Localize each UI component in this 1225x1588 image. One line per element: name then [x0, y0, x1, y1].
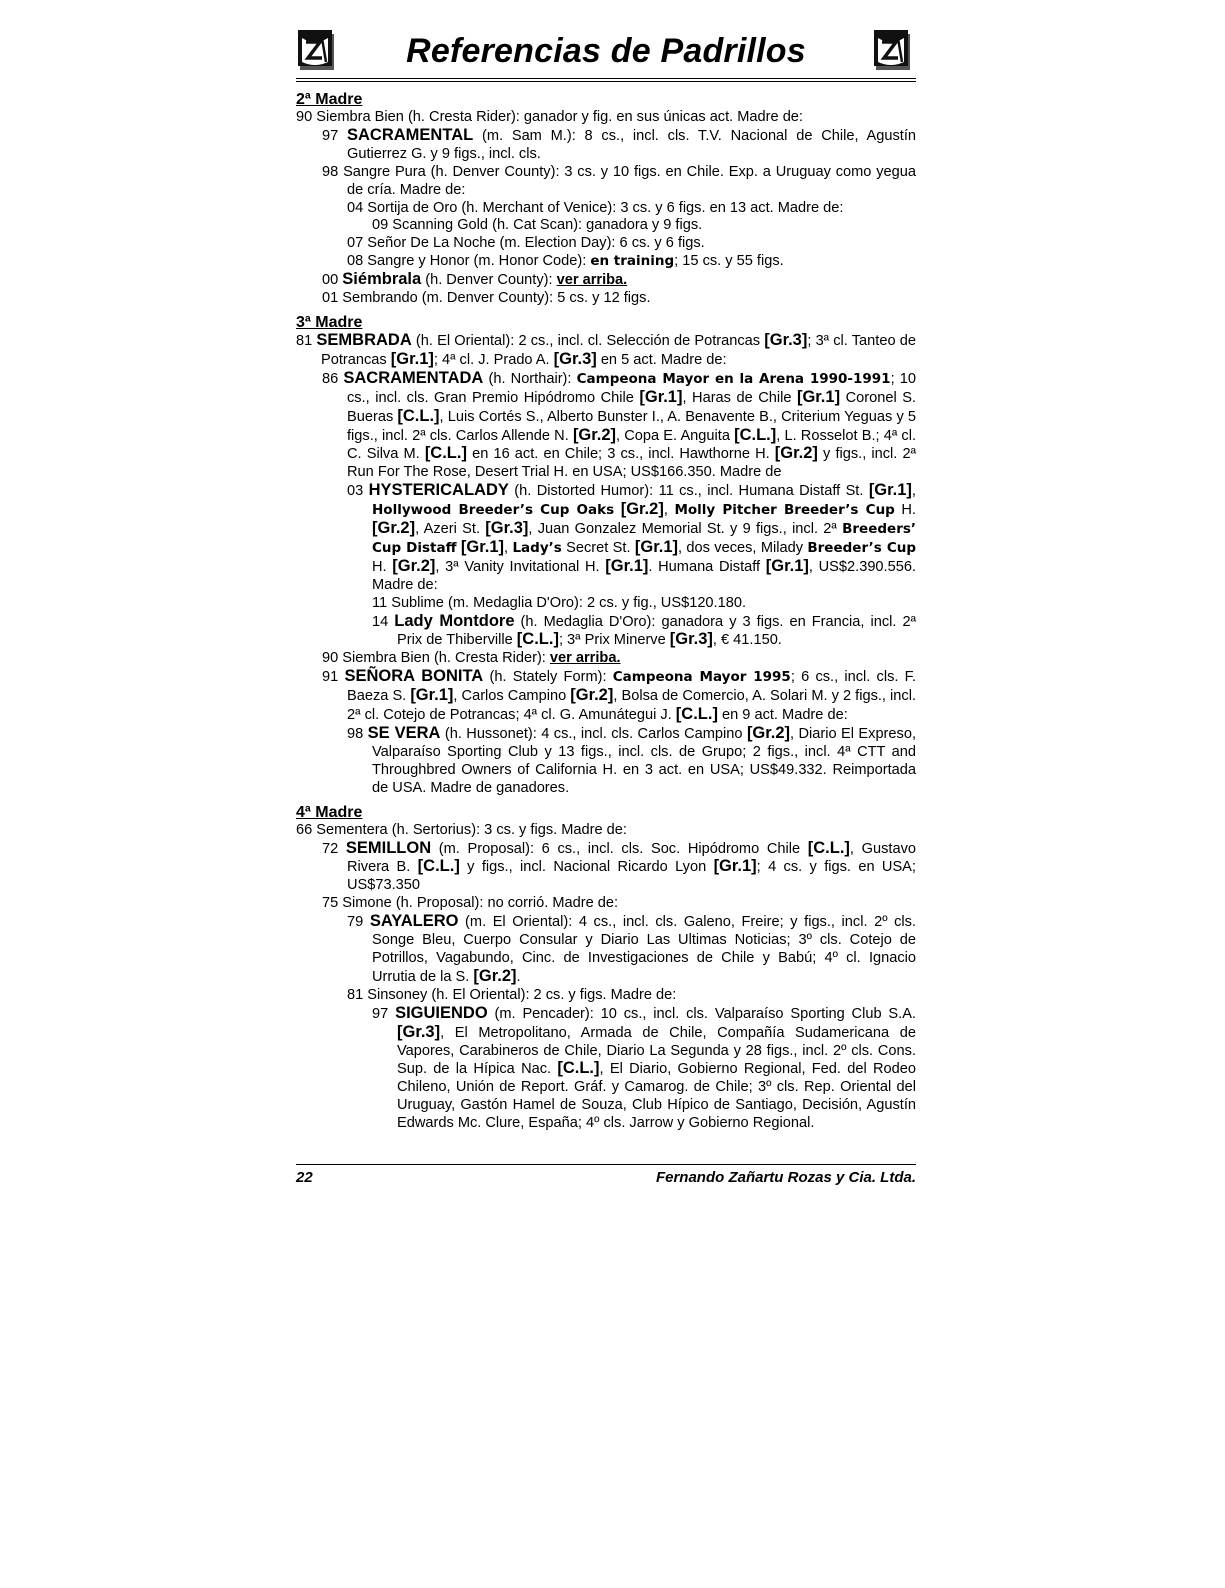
page-footer [296, 1164, 916, 1186]
pedigree-entry: 86 SACRAMENTADA (h. Northair): Campeona Mayor en la Arena 1990-1991; 10 cs., incl. cls. Gran Premio Hipódromo Chile [Gr.1], Haras de Chile [Gr.1] Coronel S. Bueras [C.L.], Luis Cortés S., Alberto Bunster I., A. Benavente B., Criterium Yeguas y 5 figs., incl. 2ª cls. Carlos Allende N. [Gr.2], Copa E. Anguita [C.L.], L. Rosselot B.; 4ª cl. C. Silva M. [C.L.] en 16 act. en Chile; 3 cs., incl. Hawthorne H. [Gr.2] y figs., incl. 2ª Run For The Rose, Desert Trial H. en USA; US$166.350. Madre de [322, 368, 917, 481]
pedigree-entry: 00 Siémbrala (h. Denver County): ver arriba. [322, 270, 628, 289]
pedigree-entry: 81 Sinsoney (h. El Oriental): 2 cs. y figs. Madre de: [347, 986, 677, 1003]
pedigree-entry: 79 SAYALERO (m. El Oriental): 4 cs., incl. cls. Galeno, Freire; y figs., incl. 2º cls. Songe Bleu, Cuerpo Consular y Diario Las Ultimas Noticias; 3º cls. Cotejo de Potrillos, Vagabundo, Cinc. de Investigaciones de Chile y Babú; 4º cl. Ignacio Urrutia de la S. [Gr.2]. [347, 912, 916, 985]
pedigree-entry: 04 Sortija de Oro (h. Merchant of Venice): 3 cs. y 6 figs. en 13 act. Madre de: [347, 199, 844, 216]
pedigree-entry: 07 Señor De La Noche (m. Election Day): 6 cs. y 6 figs. [347, 235, 705, 252]
section-heading: 4ª Madre [296, 803, 363, 821]
pedigree-entry: 75 Simone (h. Proposal): no corrió. Madre de: [322, 895, 619, 912]
pedigree-entry: 09 Scanning Gold (h. Cat Scan): ganadora y 9 figs. [372, 217, 703, 234]
pedigree-content [296, 91, 916, 1133]
page [296, 24, 916, 1133]
pedigree-entry: 72 SEMILLON (m. Proposal): 6 cs., incl. cls. Soc. Hipódromo Chile [C.L.], Gustavo Rivera B. [C.L.] y figs., incl. Nacional Ricardo Lyon [Gr.1]; 4 cs. y figs. en USA; US$73.350 [322, 838, 916, 894]
section-heading: 3ª Madre [296, 313, 363, 331]
pedigree-entry: 91 SEÑORA BONITA (h. Stately Form): Campeona Mayor 1995; 6 cs., incl. cls. F. Baeza S. [Gr.1], Carlos Campino [Gr.2], Bolsa de Comercio, A. Solari M. y 2 figs., incl. 2ª cl. Cotejo de Potrancas; 4ª cl. G. Amunátegui J. [C.L.] en 9 act. Madre de: [322, 667, 917, 724]
pedigree-entry: 98 SE VERA (h. Hussonet): 4 cs., incl. cls. Carlos Campino [Gr.2], Diario El Expreso, Valparaíso Sporting Club y 13 figs., incl. cls. de Grupo; 2 figs., incl. 4ª CTT and Throughbred Owners of California H. en 3 act. en USA; US$49.332. Reimportada de USA. Madre de ganadores. [347, 724, 917, 796]
pedigree-entry: 90 Siembra Bien (h. Cresta Rider): ganador y fig. en sus únicas act. Madre de: [296, 109, 803, 125]
pedigree-entry: 97 SACRAMENTAL (m. Sam M.): 8 cs., incl. cls. T.V. Nacional de Chile, Agustín Gutierrez G. y 9 figs., incl. cls. [322, 125, 916, 162]
pedigree-entry: 01 Sembrando (m. Denver County): 5 cs. y 12 figs. [322, 290, 651, 307]
page-number: 22 [296, 1169, 313, 1186]
pedigree-entry: 81 SEMBRADA (h. El Oriental): 2 cs., incl. cl. Selección de Potrancas [Gr.3]; 3ª cl. Tanteo de Potrancas [Gr.1]; 4ª cl. J. Prado A. [Gr.3] en 5 act. Madre de: [296, 330, 916, 368]
pedigree-entry: 98 Sangre Pura (h. Denver County): 3 cs. y 10 figs. en Chile. Exp. a Uruguay como yegua de cría. Madre de: [322, 163, 916, 198]
page-header [296, 24, 916, 79]
pedigree-entry: 14 Lady Montdore (h. Medaglia D'Oro): ganadora y 3 figs. en Francia, incl. 2ª Prix de Thiberville [C.L.]; 3ª Prix Minerve [Gr.3], € 41.150. [372, 611, 916, 649]
pedigree-entry: 11 Sublime (m. Medaglia D'Oro): 2 cs. y fig., US$120.180. [372, 594, 747, 611]
pedigree-entry: 66 Sementera (h. Sertorius): 3 cs. y figs. Madre de: [296, 821, 627, 838]
logo-icon [872, 28, 916, 72]
pedigree-entry: 03 HYSTERICALADY (h. Distorted Humor): 11 cs., incl. Humana Distaff St. [Gr.1], Hollywood Breeder’s Cup Oaks [Gr.2], Molly Pitcher Breeder’s Cup H. [Gr.2], Azeri St. [Gr.3], Juan Gonzalez Memorial St. y 9 figs., incl. 2ª Breeders’ Cup Distaff [Gr.1], Lady’s Secret St. [Gr.1], dos veces, Milady Breeder’s Cup H. [Gr.2], 3ª Vanity Invitational H. [Gr.1]. Humana Distaff [Gr.1], US$2.390.556. Madre de: [347, 481, 917, 593]
publisher-name: Fernando Zañartu Rozas y Cia. Ltda. [655, 1169, 916, 1186]
pedigree-entry: 90 Siembra Bien (h. Cresta Rider): ver arriba. [322, 650, 621, 667]
pedigree-entry: 97 SIGUIENDO (m. Pencader): 10 cs., incl. cls. Valparaíso Sporting Club S.A. [Gr.3], El Metropolitano, Armada de Chile, Compañía Sudamericana de Vapores, Carabineros de Chile, Diario La Segunda y 28 figs., incl. 2º cls. Cons. Sup. de la Hípica Nac. [C.L.], El Diario, Gobierno Regional, Fed. del Rodeo Chileno, Unión de Report. Gráf. y Camarog. de Chile; 3º cls. Rep. Oriental del Uruguay, Gastón Hamel de Souza, Club Hípico de Santiago, Decisión, Agustín Edwards Mc. Clure, España; 4º cls. Jarrow y Gobierno Regional. [372, 1003, 916, 1132]
page-title: Referencias de Padrillos [406, 32, 806, 70]
pedigree-entry: 08 Sangre y Honor (m. Honor Code): en training; 15 cs. y 55 figs. [347, 253, 784, 270]
section-heading: 2ª Madre [296, 91, 363, 108]
